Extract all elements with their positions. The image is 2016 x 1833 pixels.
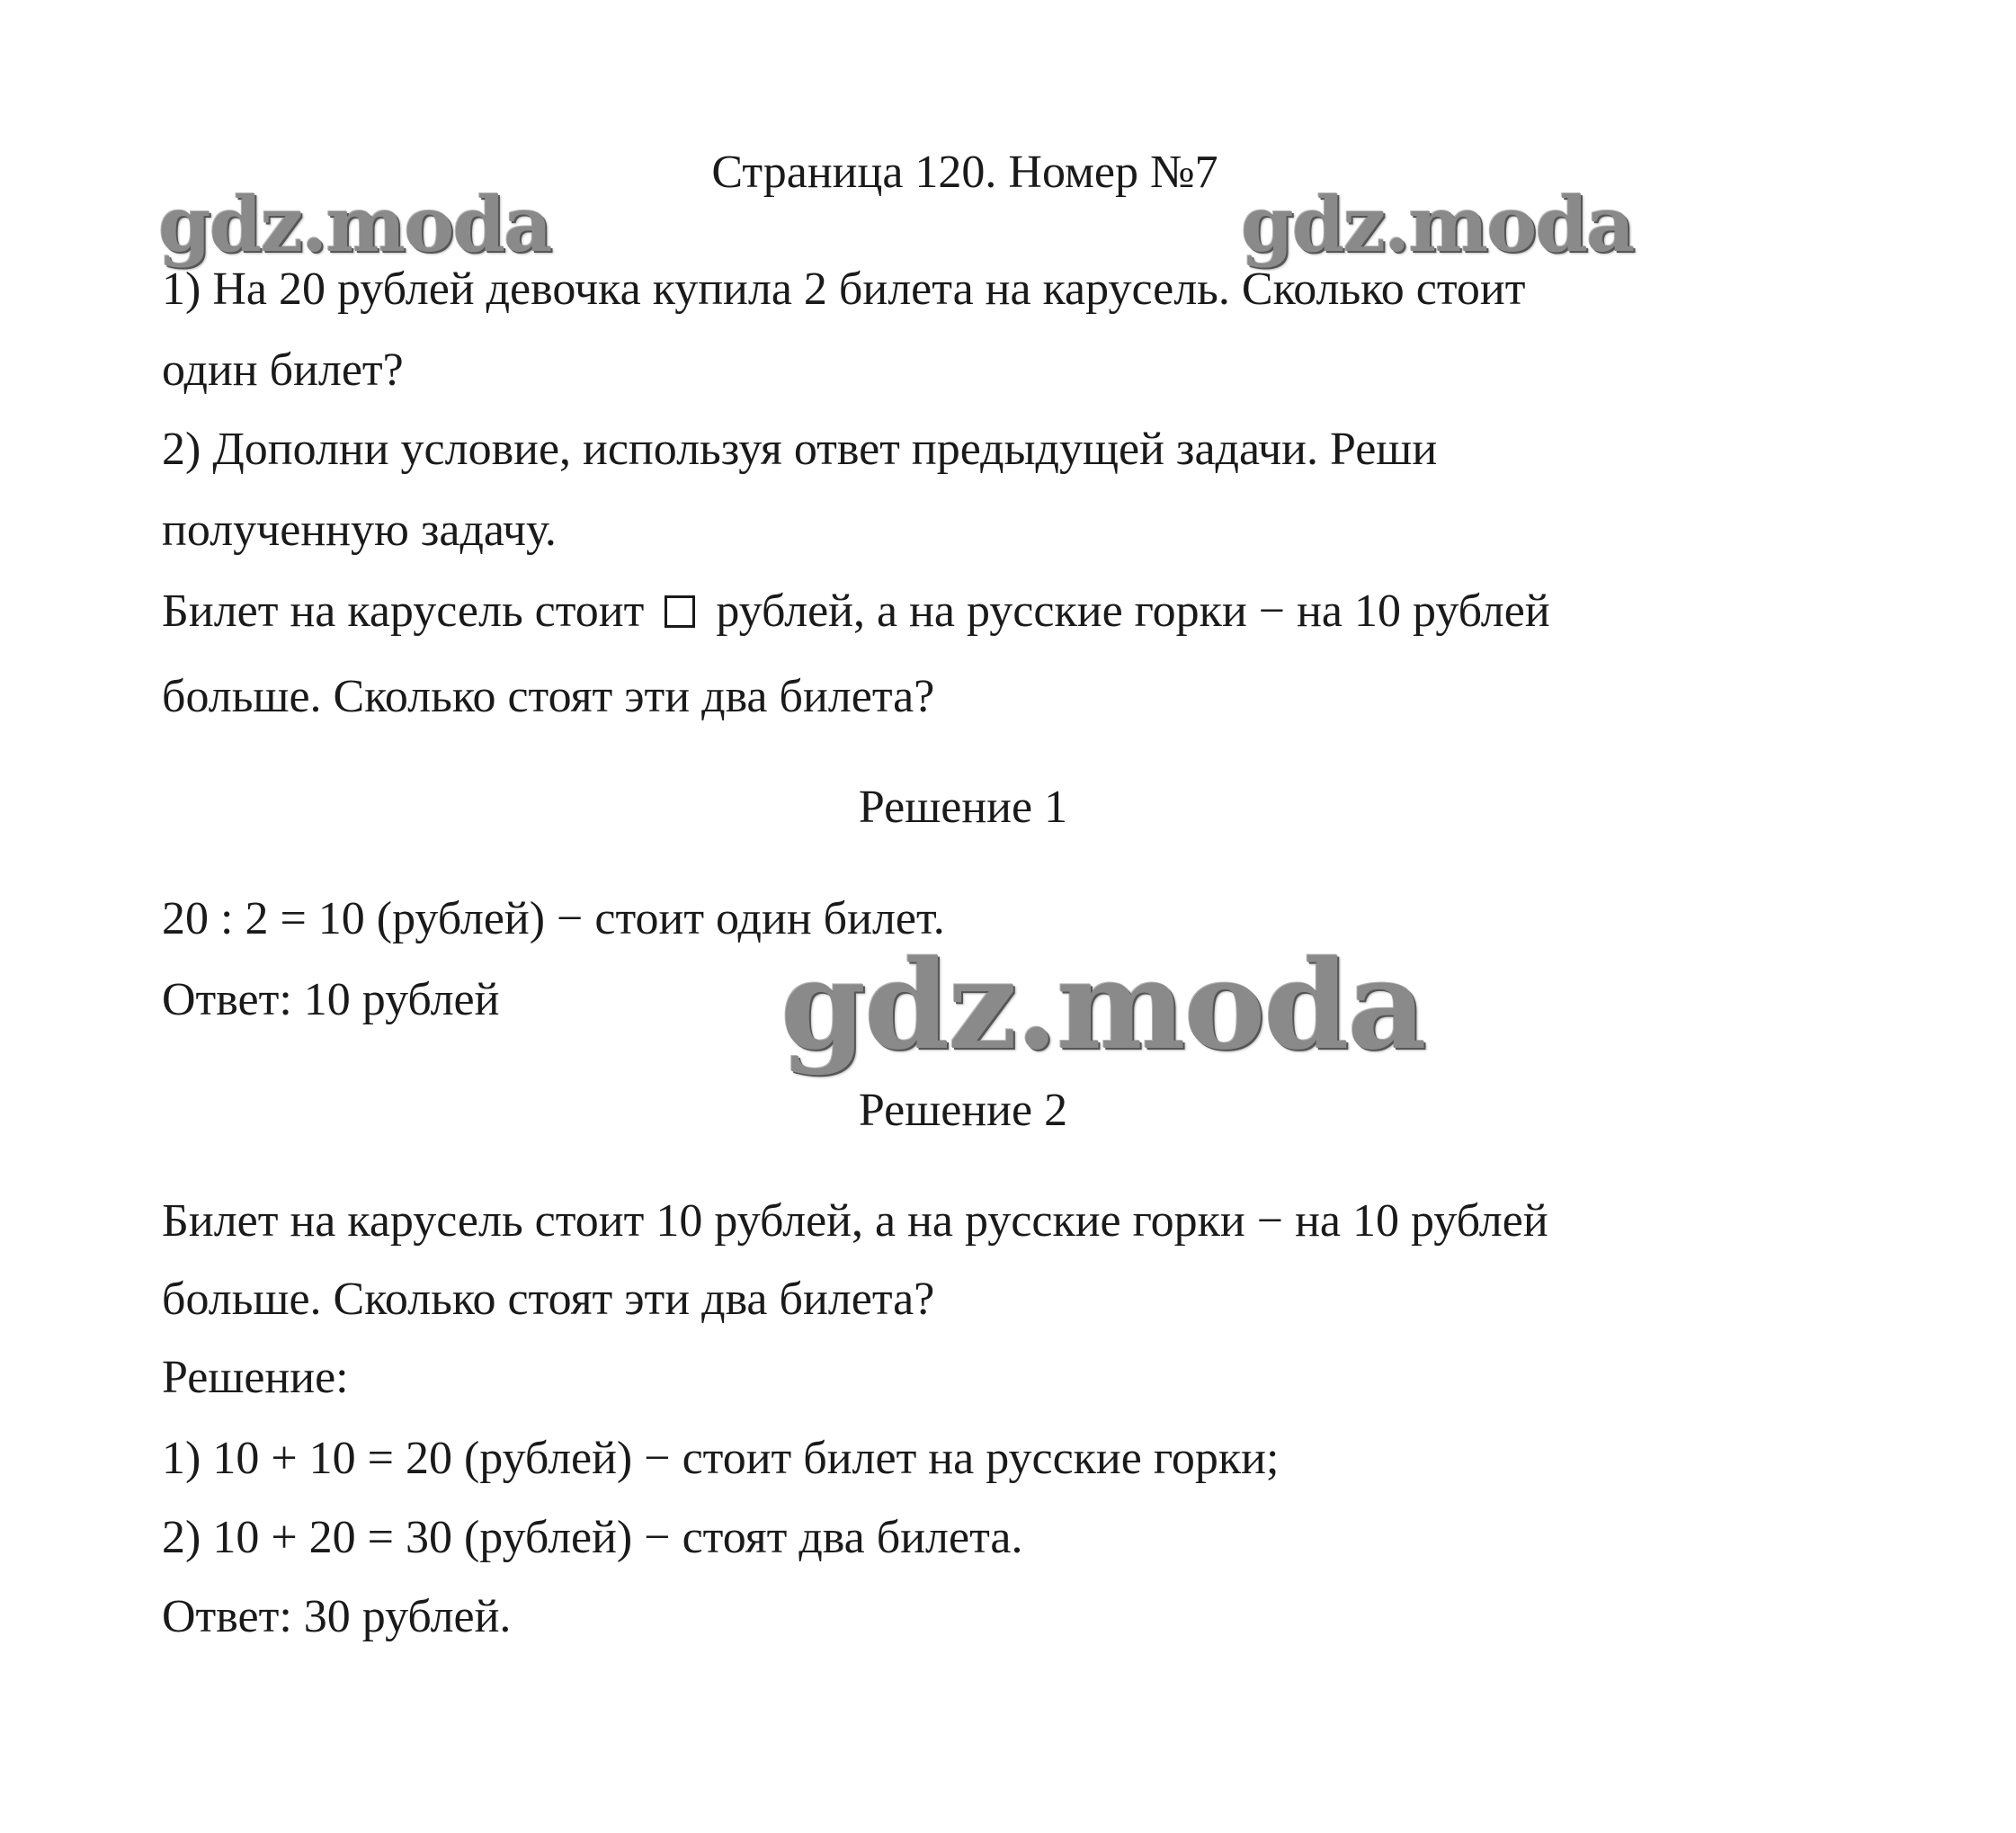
watermark-center: gdz.moda	[781, 934, 1425, 1077]
solution-2-heading: Решение 2	[858, 1085, 1068, 1136]
solution-2-line-1: Билет на карусель стоит 10 рублей, а на русские горки − на 10 рублей	[162, 1195, 1548, 1247]
task-line-5	[162, 585, 1550, 639]
task-line-3: 2) Дополни условие, используя ответ предыдущей задачи. Реши	[162, 424, 1438, 475]
task-line-5-end: рублей, а на русские горки − на 10 рублей	[716, 586, 1550, 637]
watermark-top-right: gdz.moda	[1241, 180, 1634, 269]
solution-2-step-1: 1) 10 + 10 = 20 (рублей) − стоит билет на русские горки;	[162, 1433, 1280, 1484]
solution-2-step-2: 2) 10 + 20 = 30 (рублей) − стоят два билета.	[162, 1512, 1023, 1563]
task-line-5-start: Билет на карусель стоит	[162, 586, 645, 637]
task-line-2: один билет?	[162, 344, 404, 396]
task-line-6: больше. Сколько стоят эти два билета?	[162, 671, 935, 722]
task-line-1: 1) На 20 рублей девочка купила 2 билета на карусель. Сколько стоит	[162, 264, 1526, 315]
solution-2-answer: Ответ: 30 рублей.	[162, 1591, 512, 1642]
watermark-top-left: gdz.moda	[158, 180, 551, 269]
solution-2-label: Решение:	[162, 1352, 349, 1403]
task-line-4: полученную задачу.	[162, 505, 557, 556]
page-title: Страница 120. Номер №7	[711, 147, 1218, 198]
solution-2-line-2: больше. Сколько стоят эти два билета?	[162, 1274, 935, 1325]
solution-1-line: 20 : 2 = 10 (рублей) − стоит один билет.	[162, 893, 945, 944]
blank-box-icon	[665, 595, 695, 628]
solution-1-heading: Решение 1	[858, 782, 1068, 833]
solution-1-answer: Ответ: 10 рублей	[162, 974, 500, 1025]
